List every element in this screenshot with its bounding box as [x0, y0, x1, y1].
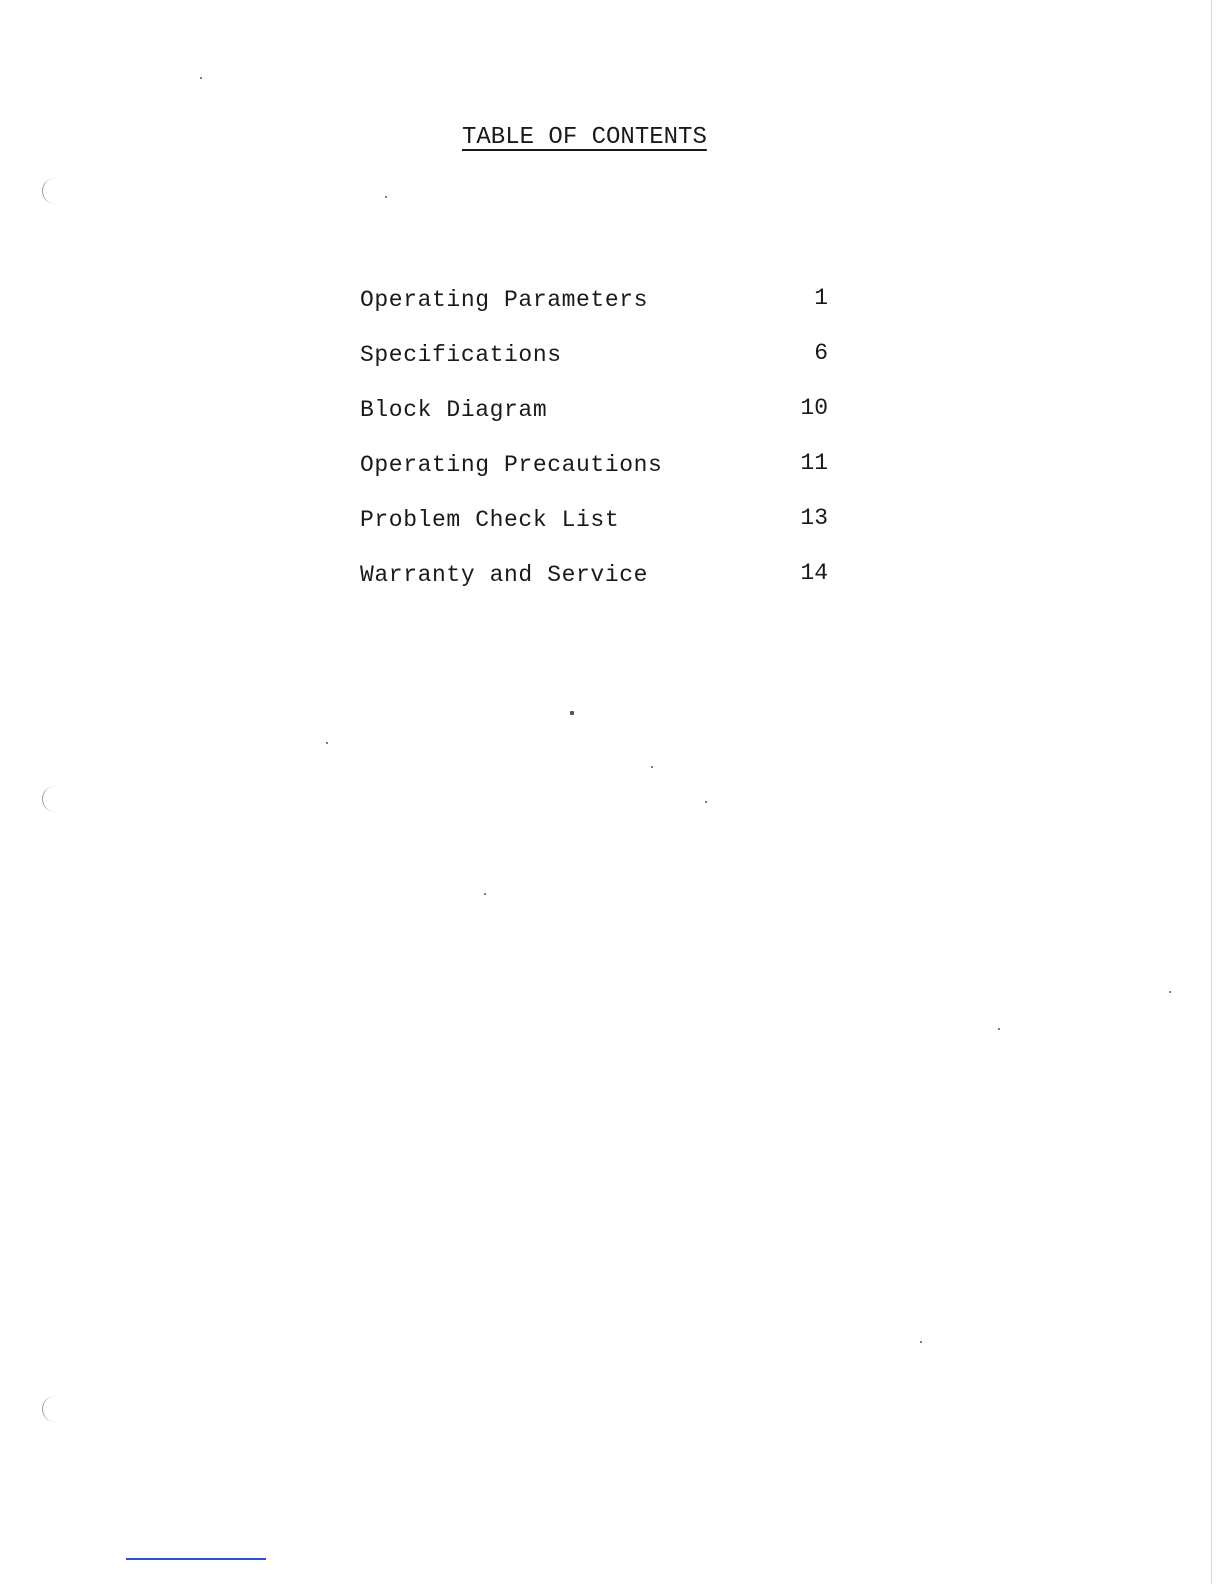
- scan-speck: [484, 893, 486, 895]
- scan-speck: [385, 196, 387, 198]
- scan-speck: [570, 711, 574, 715]
- toc-entry-page: 10: [800, 395, 828, 421]
- punch-hole-mark: [42, 1396, 55, 1422]
- toc-entry: [360, 287, 830, 342]
- page-title: TABLE OF CONTENTS: [462, 124, 707, 151]
- scan-speck: [998, 1028, 1000, 1030]
- toc-entry-label: Specifications: [360, 342, 562, 368]
- toc-list: [360, 287, 830, 617]
- bottom-rule-line: [126, 1558, 266, 1560]
- punch-hole-mark: [42, 178, 55, 204]
- scan-speck: [1169, 991, 1171, 993]
- punch-hole-mark: [42, 786, 55, 812]
- toc-entry-label: Warranty and Service: [360, 562, 649, 588]
- toc-entry: [360, 562, 830, 617]
- toc-entry-label: Operating Parameters: [360, 287, 649, 313]
- scan-speck: [705, 801, 707, 803]
- toc-entry-page: 14: [800, 560, 828, 586]
- toc-entry-page: 1: [814, 285, 828, 311]
- page-edge-line: [1211, 0, 1212, 1584]
- scan-speck: [651, 766, 653, 768]
- toc-entry: [360, 342, 830, 397]
- toc-entry-page: 13: [800, 505, 828, 531]
- toc-entry-label: Block Diagram: [360, 397, 548, 423]
- scan-speck: [326, 742, 328, 744]
- toc-entry-page: 6: [814, 340, 828, 366]
- toc-entry-label: Operating Precautions: [360, 452, 663, 478]
- scan-speck: [200, 77, 202, 79]
- toc-entry: [360, 507, 830, 562]
- toc-entry: [360, 452, 830, 507]
- toc-entry: [360, 397, 830, 452]
- toc-entry-label: Problem Check List: [360, 507, 620, 533]
- scan-speck: [920, 1341, 922, 1343]
- toc-entry-page: 11: [800, 450, 828, 476]
